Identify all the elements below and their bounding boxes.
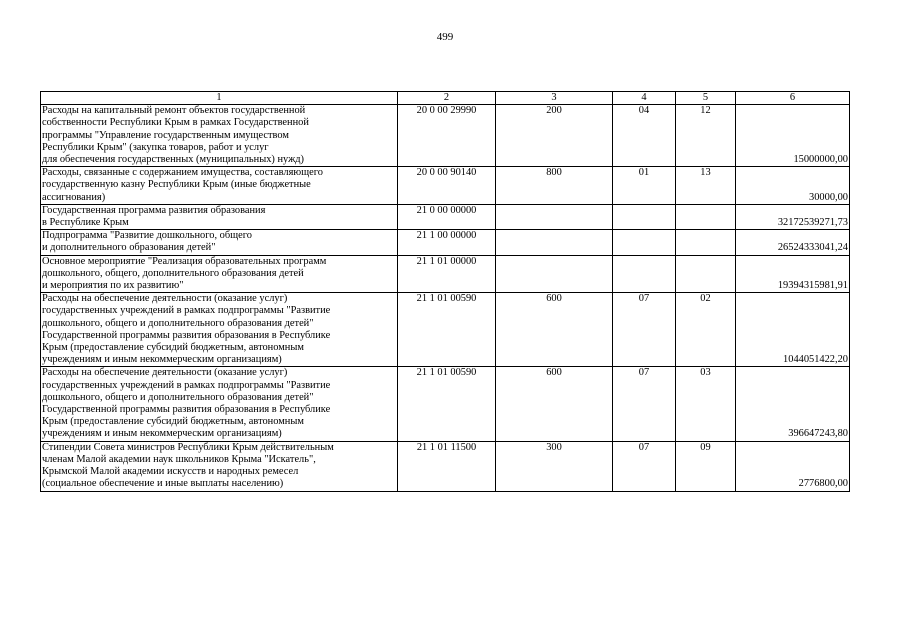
expense-name-cell: Стипендии Совета министров Республики Крым действительным членам Малой академии наук школьников Крыма "Искатель", Крымской Малой академии искусств и народных ремесел (социальное обеспечение и иные выплаты населению) bbox=[41, 441, 398, 491]
section-cell bbox=[613, 230, 676, 255]
expense-name-cell: Расходы, связанные с содержанием имущества, составляющего государственную казну Республики Крым (иные бюджетные ассигнования) bbox=[41, 167, 398, 205]
expense-type-cell bbox=[496, 255, 613, 293]
target-article-cell: 20 0 00 90140 bbox=[398, 167, 496, 205]
section-cell: 01 bbox=[613, 167, 676, 205]
subsection-cell: 02 bbox=[676, 293, 736, 367]
section-cell bbox=[613, 255, 676, 293]
expense-name-cell: Расходы на капитальный ремонт объектов государственной собственности Республики Крым в рамках Государственной программы "Управление государственным имуществом Республики Крым" (закупка товаров, работ и услуг для обеспечения государственных (муниципальных) нужд) bbox=[41, 105, 398, 167]
target-article-cell: 20 0 00 29990 bbox=[398, 105, 496, 167]
expense-type-cell: 800 bbox=[496, 167, 613, 205]
section-cell: 07 bbox=[613, 441, 676, 491]
target-article-cell: 21 1 01 00590 bbox=[398, 293, 496, 367]
table-row bbox=[41, 105, 850, 167]
table-row bbox=[41, 441, 850, 491]
amount-cell: 1044051422,20 bbox=[736, 293, 850, 367]
expense-type-cell: 600 bbox=[496, 367, 613, 441]
expense-name-cell: Подпрограмма "Развитие дошкольного, общего и дополнительного образования детей" bbox=[41, 230, 398, 255]
subsection-cell bbox=[676, 255, 736, 293]
column-header: 4 bbox=[613, 92, 676, 105]
amount-cell: 15000000,00 bbox=[736, 105, 850, 167]
column-header: 6 bbox=[736, 92, 850, 105]
table-row bbox=[41, 167, 850, 205]
column-header: 2 bbox=[398, 92, 496, 105]
subsection-cell: 12 bbox=[676, 105, 736, 167]
section-cell: 07 bbox=[613, 367, 676, 441]
amount-cell: 396647243,80 bbox=[736, 367, 850, 441]
column-header: 1 bbox=[41, 92, 398, 105]
subsection-cell bbox=[676, 230, 736, 255]
subsection-cell bbox=[676, 204, 736, 229]
amount-cell: 2776800,00 bbox=[736, 441, 850, 491]
expense-type-cell: 600 bbox=[496, 293, 613, 367]
expense-type-cell: 300 bbox=[496, 441, 613, 491]
expense-name-cell: Расходы на обеспечение деятельности (оказание услуг) государственных учреждений в рамках подпрограммы "Развитие дошкольного, общего и дополнительного образования детей" Государственной программы развития образования в Республике Крым (предоставление субсидий бюджетным, автономным учреждениям и иным некоммерческим организациям) bbox=[41, 293, 398, 367]
amount-cell: 32172539271,73 bbox=[736, 204, 850, 229]
column-header: 3 bbox=[496, 92, 613, 105]
subsection-cell: 13 bbox=[676, 167, 736, 205]
expense-type-cell bbox=[496, 204, 613, 229]
table-row bbox=[41, 367, 850, 441]
expense-name-cell: Расходы на обеспечение деятельности (оказание услуг) государственных учреждений в рамках подпрограммы "Развитие дошкольного, общего и дополнительного образования детей" Государственной программы развития образования в Республике Крым (предоставление субсидий бюджетным, автономным учреждениям и иным некоммерческим организациям) bbox=[41, 367, 398, 441]
page-number: 499 bbox=[436, 31, 454, 43]
table-row bbox=[41, 230, 850, 255]
target-article-cell: 21 1 00 00000 bbox=[398, 230, 496, 255]
target-article-cell: 21 0 00 00000 bbox=[398, 204, 496, 229]
table-row bbox=[41, 204, 850, 229]
target-article-cell: 21 1 01 00000 bbox=[398, 255, 496, 293]
amount-cell: 30000,00 bbox=[736, 167, 850, 205]
table-row bbox=[41, 293, 850, 367]
expense-type-cell bbox=[496, 230, 613, 255]
section-cell: 04 bbox=[613, 105, 676, 167]
expense-name-cell: Основное мероприятие "Реализация образовательных программ дошкольного, общего, дополнительного образования детей и мероприятия по их развитию" bbox=[41, 255, 398, 293]
column-header: 5 bbox=[676, 92, 736, 105]
section-cell bbox=[613, 204, 676, 229]
subsection-cell: 03 bbox=[676, 367, 736, 441]
section-cell: 07 bbox=[613, 293, 676, 367]
target-article-cell: 21 1 01 00590 bbox=[398, 367, 496, 441]
subsection-cell: 09 bbox=[676, 441, 736, 491]
target-article-cell: 21 1 01 11500 bbox=[398, 441, 496, 491]
expense-type-cell: 200 bbox=[496, 105, 613, 167]
amount-cell: 19394315981,91 bbox=[736, 255, 850, 293]
table-row bbox=[41, 255, 850, 293]
expense-name-cell: Государственная программа развития образования в Республике Крым bbox=[41, 204, 398, 229]
amount-cell: 26524333041,24 bbox=[736, 230, 850, 255]
table-header-row bbox=[41, 92, 850, 105]
budget-table bbox=[40, 91, 850, 492]
